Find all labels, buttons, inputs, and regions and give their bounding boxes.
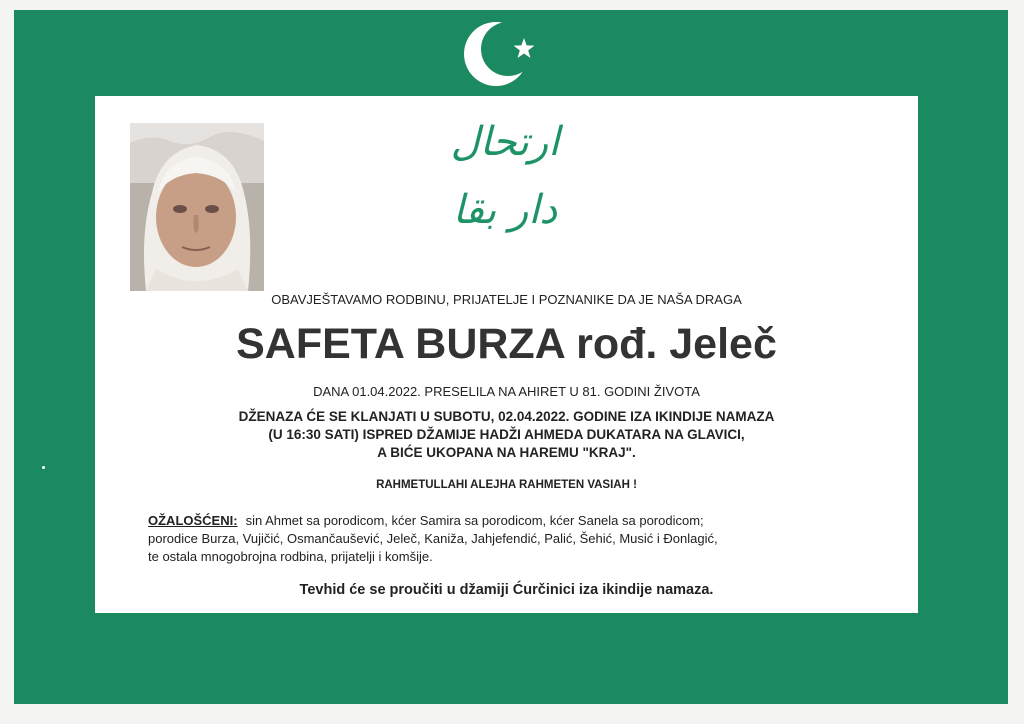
mourners-line [148,512,875,530]
tevhid-line: Tevhid će se proučiti u džamiji Ćurčinici iza ikindije namaza. [299,582,714,598]
funeral-info [95,408,918,462]
deceased-name: SAFETA BURZA rođ. Jeleč [236,320,777,368]
mourners-line: porodice Burza, Vujičić, Osmančaušević, Jeleč, Kaniža, Jahjefendić, Palić, Šehić, Musić i Đonlagić, [148,531,718,546]
mourners-line: te ostala mnogobrojna rodbina, prijatelji i komšije. [148,549,433,564]
arabic-calligraphy: ارتحال دار بقا [450,119,560,233]
funeral-line: (U 16:30 SATI) ISPRED DŽAMIJE HADŽI AHMEDA DUKATARA NA GLAVICI, [268,427,745,442]
date-line: DANA 01.04.2022. PRESELILA NA AHIRET U 81. GODINI ŽIVOTA [313,384,700,399]
obituary-card [95,96,918,613]
funeral-line: DŽENAZA ĆE SE KLANJATI U SUBOTU, 02.04.2022. GODINE IZA IKINDIJE NAMAZA [238,409,775,424]
funeral-line: A BIĆE UKOPANA NA HAREMU "KRAJ". [377,445,636,460]
portrait-photo [130,123,264,291]
announcement-line: OBAVJEŠTAVAMO RODBINU, PRIJATELJE I POZNANIKE DA JE NAŠA DRAGA [271,292,742,307]
prayer-line: RAHMETULLAHI ALEJHA RAHMETEN VASIAH ! [376,479,637,491]
mourners-label: OŽALOŠĆENI: [148,513,238,528]
speck [42,466,45,469]
mourners-section [148,512,875,566]
crescent-star-icon [462,18,542,90]
mourners-text: sin Ahmet sa porodicom, kćer Samira sa porodicom, kćer Sanela sa porodicom; [245,513,704,528]
